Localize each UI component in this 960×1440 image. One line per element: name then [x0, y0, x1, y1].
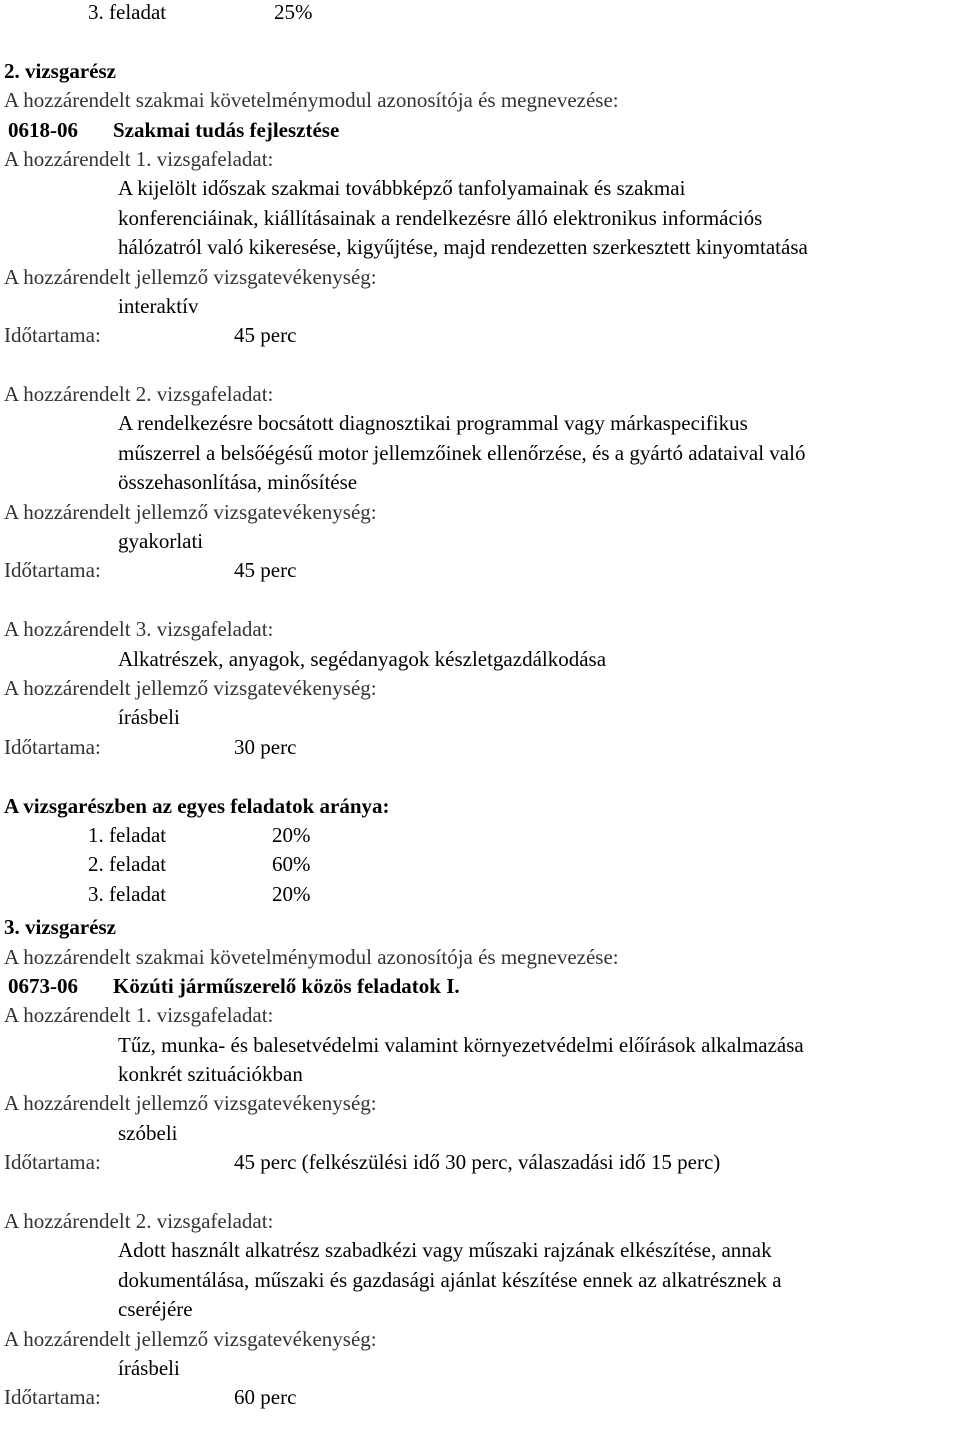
part2-shares-heading: A vizsgarészben az egyes feladatok aránya:	[4, 793, 390, 818]
duration-label: Időtartama:	[4, 1150, 101, 1175]
share-name: 1. feladat	[88, 822, 167, 847]
part2-task2-activity: gyakorlati	[118, 529, 204, 554]
duration-value: 60 perc	[234, 1385, 297, 1410]
part3-task2-duration-row	[4, 1383, 954, 1412]
part2-task2-desc-line: összehasonlítása, minősítése	[118, 470, 358, 495]
part3-module-name: Közúti járműszerelő közös feladatok I.	[113, 973, 460, 998]
duration-label: Időtartama:	[4, 558, 101, 583]
part2-task3-activity-label: A hozzárendelt jellemző vizsgatevékenység:	[4, 675, 377, 700]
part3-task2-activity-label: A hozzárendelt jellemző vizsgatevékenység:	[4, 1326, 377, 1351]
share-name: 3. feladat	[88, 0, 167, 24]
part2-task3-activity: írásbeli	[118, 705, 180, 730]
duration-value: 45 perc (felkészülési idő 30 perc, válaszadási idő 15 perc)	[234, 1150, 721, 1175]
duration-label: Időtartama:	[4, 734, 101, 759]
spacer	[4, 1178, 954, 1207]
share-row	[4, 821, 954, 850]
part3-module-code: 0673-06	[8, 973, 78, 998]
part2-module-code: 0618-06	[8, 117, 78, 142]
part2-heading: 2. vizsgarész	[4, 58, 116, 83]
part2-task2-desc-line: A rendelkezésre bocsátott diagnosztikai programmal vagy márkaspecifikus	[118, 411, 748, 436]
top-share-row	[4, 0, 954, 27]
duration-value: 45 perc	[234, 558, 297, 583]
share-percent: 20%	[272, 881, 311, 906]
spacer	[4, 27, 954, 56]
share-row	[4, 850, 954, 879]
part3-task1-desc-line: konkrét szituációkban	[118, 1062, 303, 1087]
part2-task1-duration-row	[4, 321, 954, 350]
part2-module-name: Szakmai tudás fejlesztése	[113, 117, 340, 142]
duration-label: Időtartama:	[4, 323, 101, 348]
part2-module-label: A hozzárendelt szakmai követelménymodul azonosítója és megnevezése:	[4, 88, 619, 113]
part3-task1-duration-row	[4, 1148, 954, 1177]
spacer	[4, 586, 954, 615]
part2-module-row	[4, 116, 954, 145]
part3-task2-label: A hozzárendelt 2. vizsgafeladat:	[4, 1209, 274, 1234]
part2-task1-label: A hozzárendelt 1. vizsgafeladat:	[4, 146, 274, 171]
part2-task1-activity-label: A hozzárendelt jellemző vizsgatevékenység:	[4, 264, 377, 289]
share-percent: 25%	[274, 0, 313, 24]
part2-task1-desc-line: konferenciáinak, kiállításainak a rendelkezésre álló elektronikus információs	[118, 205, 763, 230]
part3-task2-activity: írásbeli	[118, 1355, 180, 1380]
part3-task2-desc-line: dokumentálása, műszaki és gazdasági ajánlat készítése ennek az alkatrésznek a	[118, 1267, 782, 1292]
part3-task1-label: A hozzárendelt 1. vizsgafeladat:	[4, 1003, 274, 1028]
duration-value: 30 perc	[234, 734, 297, 759]
share-name: 3. feladat	[88, 881, 167, 906]
part3-task2-desc-line: Adott használt alkatrész szabadkézi vagy műszaki rajzának elkészítése, annak	[118, 1238, 772, 1263]
part2-task1-desc-line: A kijelölt időszak szakmai továbbképző tanfolyamainak és szakmai	[118, 176, 686, 201]
part2-task1-desc-line: hálózatról való kikeresése, kigyűjtése, majd rendezetten szerkesztett kinyomtatása	[118, 235, 808, 260]
share-percent: 60%	[272, 852, 311, 877]
part2-task3-label: A hozzárendelt 3. vizsgafeladat:	[4, 617, 274, 642]
part3-task1-activity-label: A hozzárendelt jellemző vizsgatevékenység:	[4, 1091, 377, 1116]
part2-task2-label: A hozzárendelt 2. vizsgafeladat:	[4, 382, 274, 407]
share-percent: 20%	[272, 822, 311, 847]
document-page	[4, 0, 954, 1413]
part2-task2-activity-label: A hozzárendelt jellemző vizsgatevékenység:	[4, 499, 377, 524]
part3-task1-activity: szóbeli	[118, 1120, 178, 1145]
share-row	[4, 880, 954, 909]
share-name: 2. feladat	[88, 852, 167, 877]
part3-heading: 3. vizsgarész	[4, 915, 116, 940]
duration-label: Időtartama:	[4, 1385, 101, 1410]
spacer	[4, 351, 954, 380]
duration-value: 45 perc	[234, 323, 297, 348]
part3-module-row	[4, 972, 954, 1001]
part2-task3-duration-row	[4, 733, 954, 762]
part2-task2-desc-line: műszerrel a belsőégésű motor jellemzőinek ellenőrzése, és a gyártó adataival való	[118, 440, 806, 465]
part2-task3-desc-line: Alkatrészek, anyagok, segédanyagok készletgazdálkodása	[118, 646, 607, 671]
part3-module-label: A hozzárendelt szakmai követelménymodul azonosítója és megnevezése:	[4, 944, 619, 969]
spacer	[4, 762, 954, 791]
part3-task2-desc-line: cseréjére	[118, 1297, 193, 1322]
part2-task2-duration-row	[4, 556, 954, 585]
part2-task1-activity: interaktív	[118, 293, 199, 318]
part3-task1-desc-line: Tűz, munka- és balesetvédelmi valamint környezetvédelmi előírások alkalmazása	[118, 1032, 804, 1057]
